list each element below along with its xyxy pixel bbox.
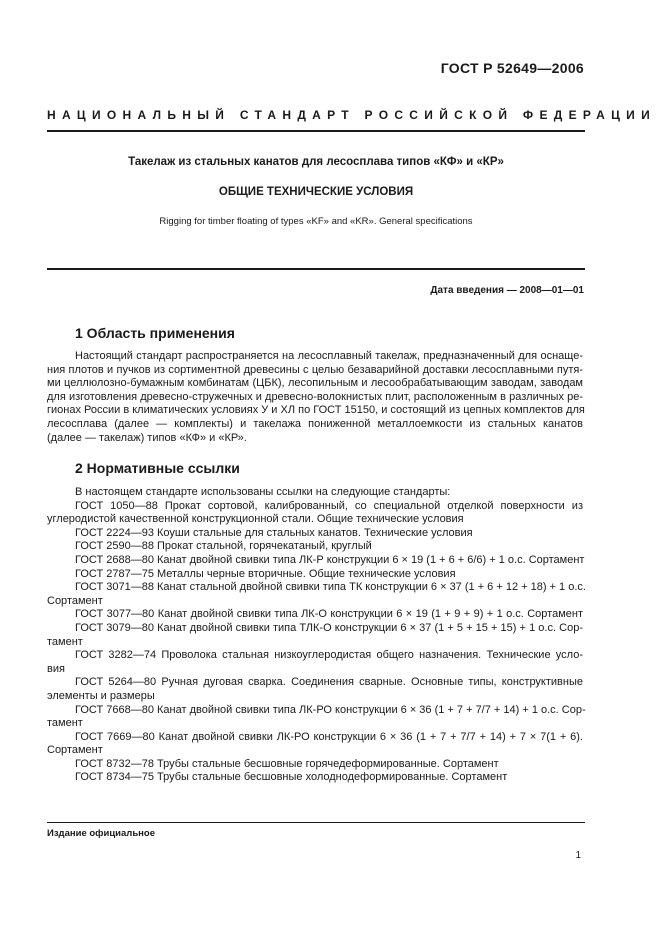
document-subtitle: ОБЩИЕ ТЕХНИЧЕСКИЕ УСЛОВИЯ: [218, 186, 414, 198]
reference-line: тамент: [47, 717, 83, 730]
document-title-english: Rigging for timber floating of types «KF» and «KR». General specifications: [159, 216, 473, 227]
reference-line: Сортамент: [47, 594, 103, 607]
section-1-body: [47, 350, 583, 445]
reference-line: ГОСТ 3282—74 Проволока стальная низкоуглеродистая общего назначения. Технические усло-: [75, 649, 583, 662]
reference-line: ГОСТ 8734—75 Трубы стальные бесшовные холоднодеформированные. Сортамент: [75, 771, 508, 784]
reference-line: В настоящем стандарте использованы ссылки на следующие стандарты:: [75, 486, 451, 498]
section-1-heading: 1 Область применения: [75, 325, 235, 341]
normative-references-list: [47, 486, 586, 785]
text-line: (далее — такелаж) типов «КФ» и «КР».: [47, 431, 247, 444]
reference-line: ГОСТ 5264—80 Ручная дуговая сварка. Соединения сварные. Основные типы, конструктивные: [75, 676, 583, 689]
reference-line: вия: [47, 662, 65, 675]
text-line: Настоящий стандарт распространяется на лесосплавный такелаж, предназначенный для оснаще-: [75, 350, 583, 362]
text-line: для изготовления древесно-стружечных и древесно-волокнистых плит, расположенным в различных ре-: [47, 390, 583, 403]
reference-line: ГОСТ 7669—80 Канат двойной свивки ЛК-РО конструкции 6 × 36 (1 + 7 + 7/7 + 14) + 7 × 7(1 + 6).: [75, 730, 583, 743]
footer-rule: [47, 822, 585, 823]
header-rule: [47, 130, 585, 132]
reference-line: ГОСТ 3071—88 Канат стальной двойной свивки типа ТК конструкции 6 × 37 (1 + 6 + 12 + 18) + 1 о.с.: [75, 581, 586, 594]
official-edition-note: Издание официальное: [47, 828, 155, 839]
reference-line: элементы и размеры: [47, 689, 155, 702]
introduction-date: Дата введения — 2008—01—01: [430, 285, 584, 296]
reference-line: ГОСТ 7668—80 Канат двойной свивки типа ЛК-РО конструкции 6 × 36 (1 + 7 + 7/7 + 14) + 1 о.с. Сор-: [75, 703, 586, 716]
reference-line: ГОСТ 8732—78 Трубы стальные бесшовные горячедеформированные. Сортамент: [75, 757, 499, 770]
reference-line: ГОСТ 2590—88 Прокат стальной, горячекатаный, круглый: [75, 540, 372, 553]
reference-line: ГОСТ 3077—80 Канат двойной свивки типа ЛК-О конструкции 6 × 19 (1 + 9 + 9) + 1 о.с. Сортамент: [75, 608, 583, 621]
reference-line: Сортамент: [47, 744, 103, 757]
text-line: ния плотов и пучков из сортиментной древесины с целью безаварийной доставки лесосплавными путя-: [47, 363, 583, 376]
reference-line: ГОСТ 2688—80 Канат двойной свивки типа ЛК-Р конструкции 6 × 19 (1 + 6 + 6/6) + 1 о.с. Сортамент: [75, 553, 585, 566]
title-rule: [47, 268, 585, 270]
reference-line: ГОСТ 3079—80 Канат двойной свивки типа ТЛК-О конструкции 6 × 37 (1 + 5 + 15 + 15) + 1 о.с. Сор-: [75, 621, 583, 634]
reference-line: ГОСТ 2787—75 Металлы черные вторичные. Общие технические условия: [75, 567, 456, 580]
section-2-heading: 2 Нормативные ссылки: [75, 460, 240, 476]
document-id: ГОСТ Р 52649—2006: [440, 60, 584, 76]
page-number: 1: [575, 850, 581, 861]
text-line: гионах России в климатических условиях У и ХЛ по ГОСТ 15150, и состоящий из цепных комплектов для: [47, 404, 585, 417]
text-line: лесосплава (далее — комплекты) и такелажа пониженной металлоемкости из стальных канатов: [47, 417, 583, 430]
text-line: ми целлюлозно-бумажным комбинатам (ЦБК), лесопильным и лесообрабатывающим заводам, заводам: [47, 377, 583, 390]
reference-line: ГОСТ 2224—93 Коуши стальные для стальных канатов. Технические условия: [75, 526, 473, 539]
reference-line: ГОСТ 1050—88 Прокат сортовой, калиброванный, со специальной отделкой поверхности из: [75, 499, 583, 512]
document-title: Такелаж из стальных канатов для лесосплава типов «КФ» и «КР»: [128, 156, 504, 168]
reference-line: тамент: [47, 635, 83, 648]
reference-line: углеродистой качественной конструкционной стали. Общие технические условия: [47, 513, 464, 526]
national-standard-banner: НАЦИОНАЛЬНЫЙ СТАНДАРТ РОССИЙСКОЙ ФЕДЕРАЦИИ: [47, 108, 657, 122]
